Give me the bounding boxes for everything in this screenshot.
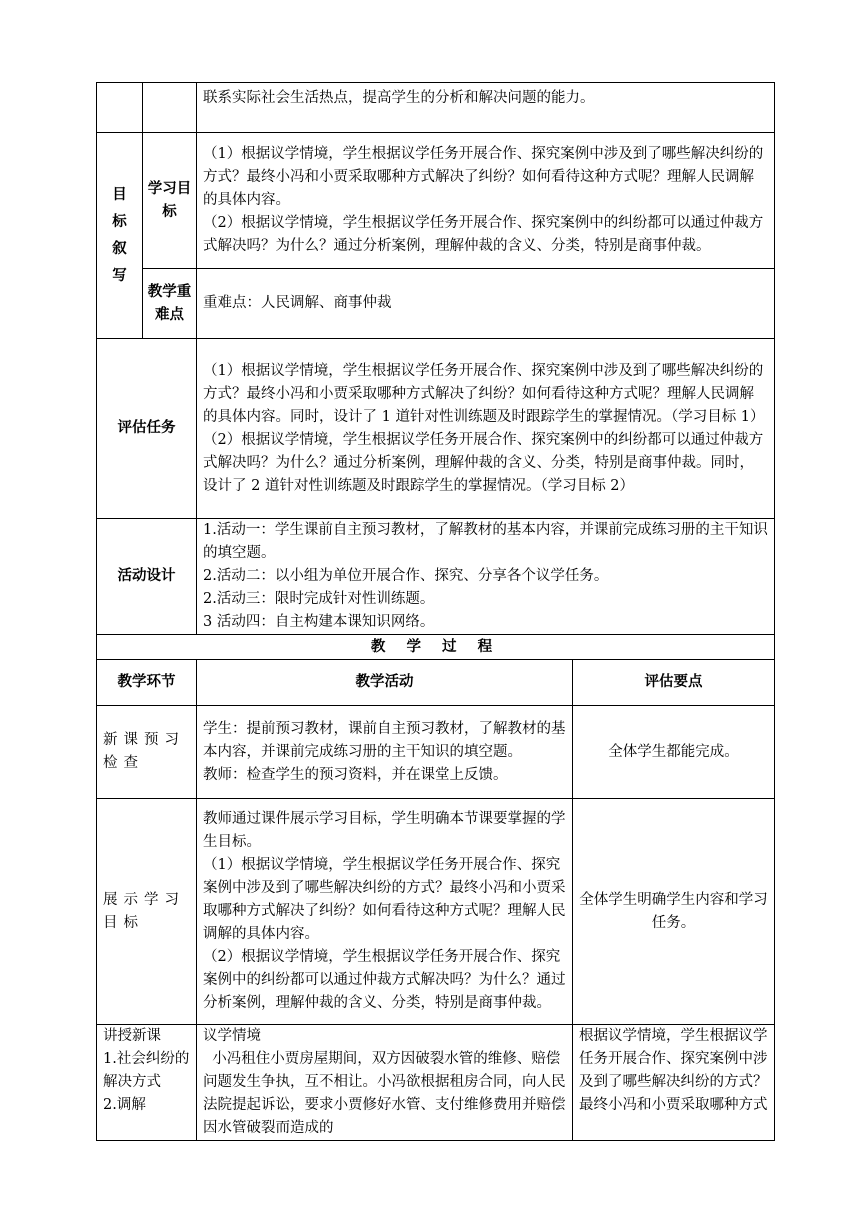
continuation-row: [97, 83, 775, 133]
study-goal-content: [197, 133, 775, 269]
process-row: [97, 706, 775, 799]
study-goal-item: （2）根据议学情境，学生根据议学任务开展合作、探究案例中的纠纷都可以通过仲裁方式解决吗？为什么？通过分析案例，理解仲裁的含义、分类，特别是商事仲裁。: [203, 215, 764, 254]
process-activity-line: 议学情境: [203, 1028, 261, 1044]
empty-cell: [97, 83, 143, 133]
process-activity: [197, 1025, 573, 1141]
process-title-row: [97, 635, 775, 660]
key-points-row: [97, 269, 775, 339]
process-header-row: [97, 660, 775, 706]
continuation-text: 联系实际社会生活热点，提高学生的分析和解决问题的能力。: [197, 83, 775, 133]
goal-label-char: 标: [112, 213, 127, 230]
process-stage-line: 1.社会纠纷的解决方式: [103, 1051, 190, 1090]
process-stage-line: 讲授新课: [103, 1028, 161, 1044]
activity-item: 2.活动二：以小组为单位开展合作、探究、分享各个议学任务。: [203, 568, 609, 584]
process-activity-line: 教师：检查学生的预习资料，并在课堂上反馈。: [203, 766, 508, 783]
process-activity-line: 小冯租住小贾房屋期间，双方因破裂水管的维修、赔偿问题发生争执，互不相让。小冯欲根据租房合同，向人民法院提起诉讼，要求小贾修好水管、支付维修费用并赔偿因水管破裂而造成的: [203, 1051, 566, 1136]
goal-label-char: 目: [112, 186, 127, 203]
activity-content: [197, 519, 775, 635]
process-activity: [197, 706, 573, 799]
process-stage: 新课预习检查: [97, 706, 197, 799]
process-row: [97, 1025, 775, 1141]
process-activity-line: （1）根据议学情境，学生根据议学任务开展合作、探究案例中涉及到了哪些解决纠纷的方式？最终小冯和小贾采取哪种方式解决了纠纷？如何看待这种方式呢？理解人民调解的具体内容。: [203, 857, 566, 942]
goal-label-char: 叙: [112, 240, 127, 257]
process-stage: 展示学习目标: [97, 799, 197, 1025]
activity-item: 1.活动一：学生课前自主预习教材，了解教材的基本内容，并课前完成练习册的主干知识的填空题。: [203, 522, 768, 561]
process-evaluation: 根据议学情境，学生根据议学任务开展合作、探究案例中涉及到了哪些解决纠纷的方式？最终小冯和小贾采取哪种方式: [573, 1025, 775, 1141]
process-activity-line: 学生：提前预习教材，课前自主预习教材，了解教材的基本内容，并课前完成练习册的主干知识的填空题。: [203, 720, 566, 760]
header-activity: 教学活动: [197, 660, 573, 706]
goal-section-label: [97, 133, 143, 339]
assessment-item: （2）根据议学情境，学生根据议学任务开展合作、探究案例中的纠纷都可以通过仲裁方式解决吗？为什么？通过分析案例，理解仲裁的含义、分类，特别是商事仲裁。同时，设计了 2 道针对性训练题及时跟踪学生的掌握情况。（学习目标 2）: [203, 431, 764, 494]
activity-row: [97, 519, 775, 635]
key-points-label: 教学重难点: [143, 269, 197, 339]
activity-item: 3 活动四：自主构建本课知识网络。: [203, 614, 435, 630]
assessment-content: [197, 339, 775, 519]
process-activity-line: 教师通过课件展示学习目标，学生明确本节课要掌握的学生目标。: [203, 811, 566, 850]
activity-label: 活动设计: [97, 519, 197, 635]
assessment-row: [97, 339, 775, 519]
assessment-item: （1）根据议学情境，学生根据议学任务开展合作、探究案例中涉及到了哪些解决纠纷的方式？最终小冯和小贾采取哪种方式解决了纠纷？如何看待这种方式呢？理解人民调解的具体内容。同时，设计了 1 道针对性训练题及时跟踪学生的掌握情况。（学习目标 1）: [203, 362, 765, 425]
assessment-label: 评估任务: [97, 339, 197, 519]
process-title: 教 学 过 程: [97, 635, 775, 660]
header-stage: 教学环节: [97, 660, 197, 706]
process-evaluation: 全体学生明确学生内容和学习任务。: [573, 799, 775, 1025]
study-goal-label: 学习目标: [143, 133, 197, 269]
lesson-plan-page: [96, 82, 774, 1141]
empty-cell: [143, 83, 197, 133]
header-evaluation: 评估要点: [573, 660, 775, 706]
goal-label-char: 写: [112, 267, 127, 284]
study-goal-item: （1）根据议学情境，学生根据议学任务开展合作、探究案例中涉及到了哪些解决纠纷的方式？最终小冯和小贾采取哪种方式解决了纠纷？如何看待这种方式呢？理解人民调解的具体内容。: [203, 146, 764, 208]
process-activity-line: （2）根据议学情境，学生根据议学任务开展合作、探究案例中的纠纷都可以通过仲裁方式解决吗？为什么？通过分析案例，理解仲裁的含义、分类，特别是商事仲裁。: [203, 949, 566, 1011]
process-stage-line: 2.调解: [103, 1097, 146, 1113]
activity-item: 2.活动三：限时完成针对性训练题。: [203, 591, 435, 607]
key-points-content: 重难点：人民调解、商事仲裁: [197, 269, 775, 339]
study-goal-row: [97, 133, 775, 269]
process-evaluation: 全体学生都能完成。: [573, 706, 775, 799]
process-stage: [97, 1025, 197, 1141]
process-row: [97, 799, 775, 1025]
process-activity: [197, 799, 573, 1025]
lesson-plan-table: [96, 82, 775, 1141]
